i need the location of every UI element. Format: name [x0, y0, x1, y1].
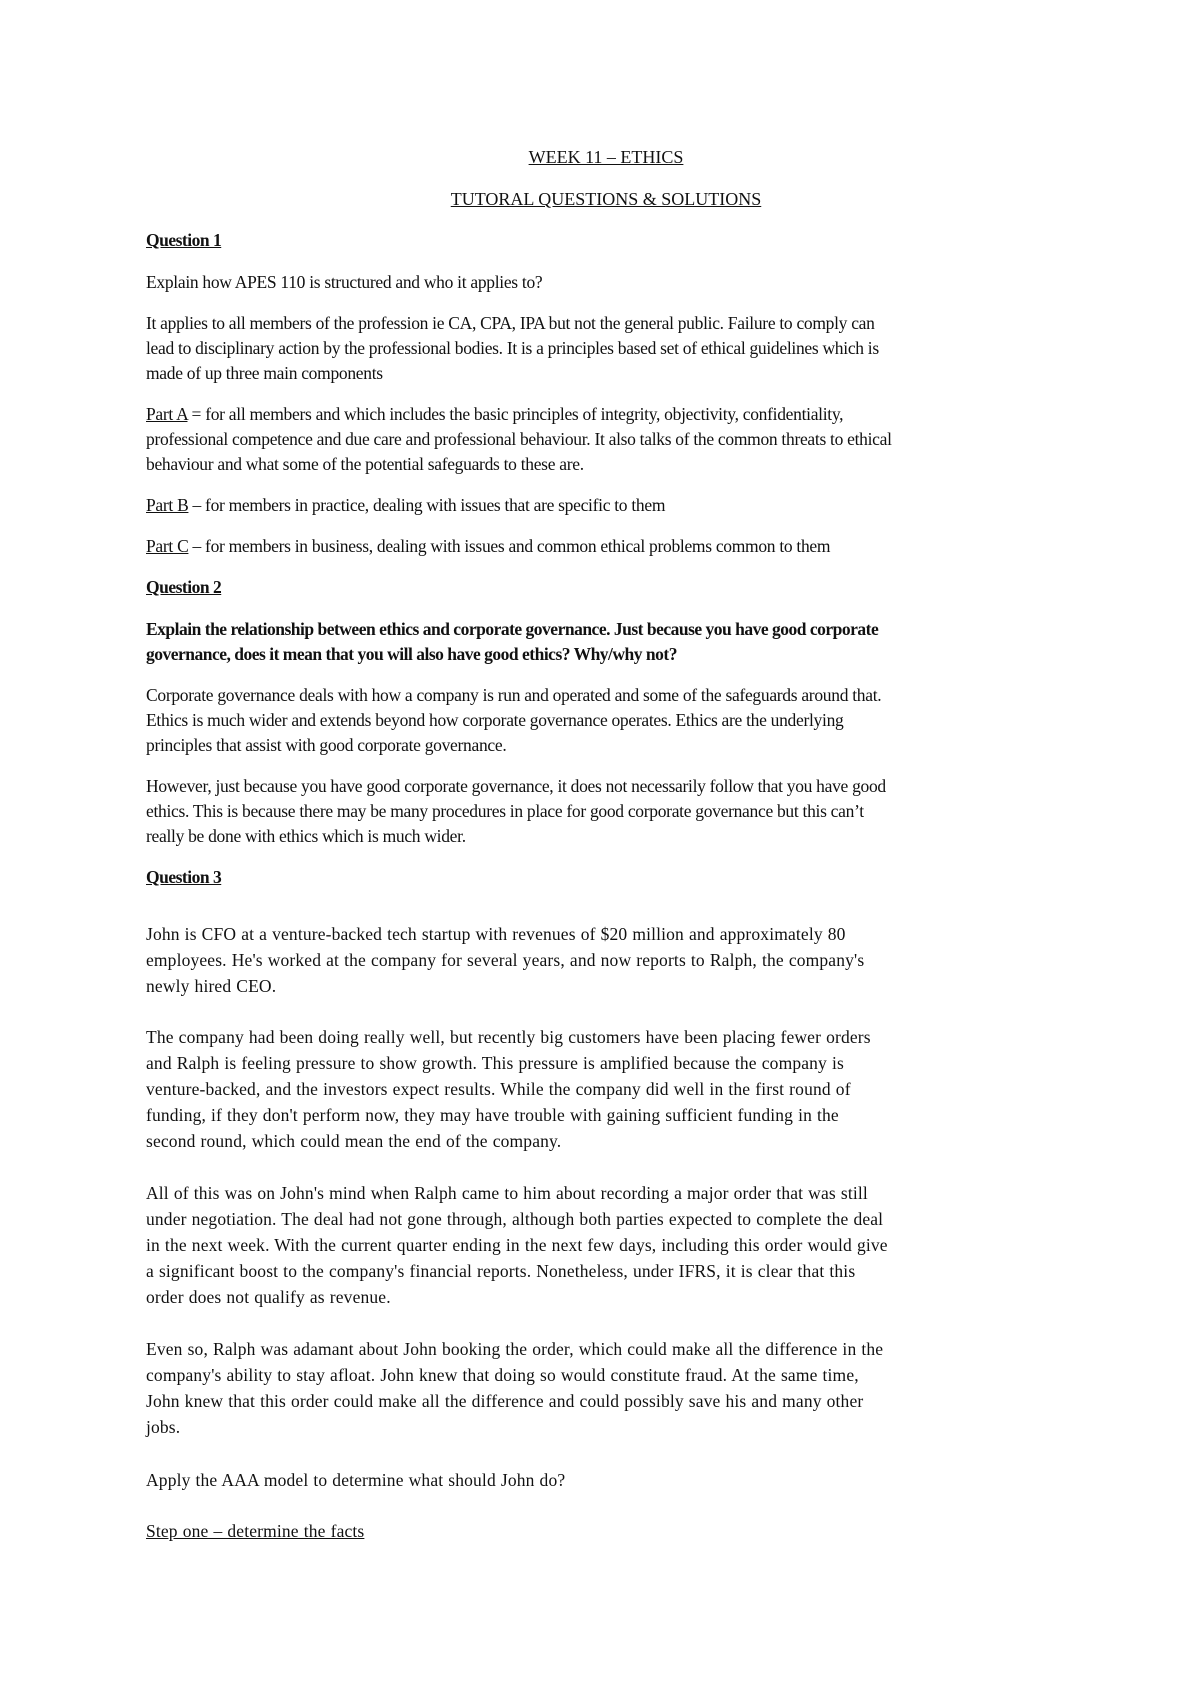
question-3-paragraph-3-line: order does not qualify as revenue. [146, 1287, 391, 1307]
question-2-paragraph-2-line: really be done with ethics which is much wider. [146, 826, 466, 846]
part-b-text: – for members in practice, dealing with issues that are specific to them [188, 495, 666, 515]
question-2-paragraph-2-line: ethics. This is because there may be many procedures in place for good corporate governance but this can’t [146, 801, 864, 821]
question-3-paragraph-1-line: employees. He's worked at the company for several years, and now reports to Ralph, the company's [146, 950, 865, 970]
part-a-label: Part A [146, 404, 188, 424]
question-2-paragraph-2-line: However, just because you have good corporate governance, it does not necessarily follow that you have good [146, 776, 886, 796]
question-1-answer-line: made of up three main components [146, 363, 383, 383]
part-c-label: Part C [146, 536, 189, 556]
question-2-text-line: Explain the relationship between ethics and corporate governance. Just because you have good corporate [146, 619, 879, 639]
question-3-paragraph-3-line: a significant boost to the company's financial reports. Nonetheless, under IFRS, it is clear that this [146, 1261, 856, 1281]
question-1-answer-line: It applies to all members of the profession ie CA, CPA, IPA but not the general public. Failure to comply can [146, 313, 875, 333]
question-3-paragraph-4-line: company's ability to stay afloat. John knew that doing so would constitute fraud. At the same time, [146, 1365, 859, 1385]
question-2-heading: Question 2 [146, 577, 222, 597]
part-a-text: = for all members and which includes the basic principles of integrity, objectivity, confidentiality, [187, 404, 844, 424]
question-1-heading: Question 1 [146, 230, 222, 250]
question-3-paragraph-1-line: newly hired CEO. [146, 976, 277, 996]
part-a-line [146, 402, 1066, 427]
question-1-answer-line: lead to disciplinary action by the professional bodies. It is a principles based set of ethical guidelines which is [146, 338, 879, 358]
document-title: WEEK 11 – ETHICS [528, 147, 684, 167]
part-b-label: Part B [146, 495, 189, 515]
question-3-paragraph-4-line: John knew that this order could make all the difference and could possibly save his and many other [146, 1391, 864, 1411]
question-1-text: Explain how APES 110 is structured and who it applies to? [146, 272, 543, 292]
question-3-paragraph-3-line: under negotiation. The deal had not gone through, although both parties expected to complete the deal [146, 1209, 884, 1229]
question-3-prompt: Apply the AAA model to determine what should John do? [146, 1470, 566, 1490]
step-one-heading: Step one – determine the facts [146, 1521, 365, 1541]
part-c-text: – for members in business, dealing with issues and common ethical problems common to them [188, 536, 831, 556]
part-a-line: professional competence and due care and professional behaviour. It also talks of the common threats to ethical [146, 429, 892, 449]
part-a-line: behaviour and what some of the potential safeguards to these are. [146, 454, 584, 474]
question-2-text-line: governance, does it mean that you will also have good ethics? Why/why not? [146, 644, 677, 664]
document-subtitle: TUTORAL QUESTIONS & SOLUTIONS [450, 189, 762, 209]
part-b-line [146, 493, 1066, 518]
question-3-paragraph-3-line: All of this was on John's mind when Ralph came to him about recording a major order that was still [146, 1183, 868, 1203]
question-3-paragraph-2-line: funding, if they don't perform now, they may have trouble with gaining sufficient funding in the [146, 1105, 839, 1125]
question-3-paragraph-3-line: in the next week. With the current quarter ending in the next few days, including this order would give [146, 1235, 888, 1255]
part-c-line [146, 534, 1066, 559]
question-3-paragraph-4-line: jobs. [146, 1417, 181, 1437]
question-3-paragraph-2-line: and Ralph is feeling pressure to show growth. This pressure is amplified because the company is [146, 1053, 844, 1073]
question-3-paragraph-4-line: Even so, Ralph was adamant about John booking the order, which could make all the difference in the [146, 1339, 884, 1359]
question-3-paragraph-2-line: second round, which could mean the end of the company. [146, 1131, 562, 1151]
question-3-paragraph-2-line: venture-backed, and the investors expect results. While the company did well in the first round of [146, 1079, 851, 1099]
question-3-paragraph-1-line: John is CFO at a venture-backed tech startup with revenues of $20 million and approximately 80 [146, 924, 846, 944]
question-2-paragraph-1-line: Ethics is much wider and extends beyond how corporate governance operates. Ethics are the underlying [146, 710, 844, 730]
question-2-paragraph-1-line: principles that assist with good corporate governance. [146, 735, 507, 755]
question-3-heading: Question 3 [146, 867, 222, 887]
question-2-paragraph-1-line: Corporate governance deals with how a company is run and operated and some of the safeguards around that. [146, 685, 882, 705]
question-3-paragraph-2-line: The company had been doing really well, but recently big customers have been placing fewer orders [146, 1027, 871, 1047]
